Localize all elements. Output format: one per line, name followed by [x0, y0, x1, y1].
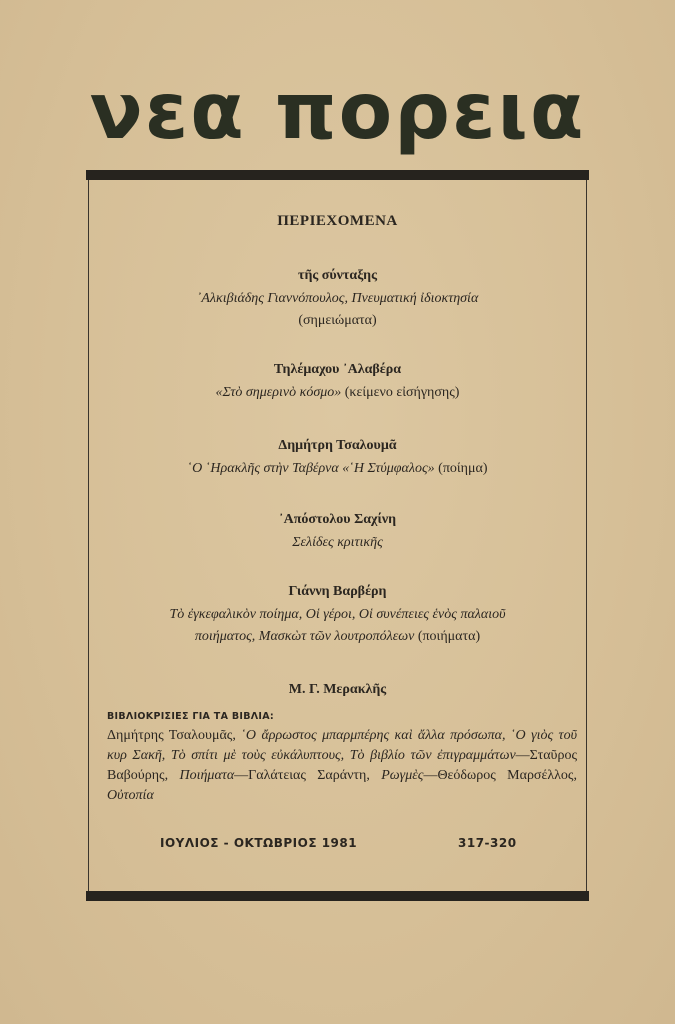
review-part: —Σταῦρος Βαβούρης, [107, 748, 577, 783]
contents-heading: ΠΕΡΙΕΧΟΜΕΝΑ [277, 213, 398, 229]
contents-entry-4 [100, 512, 575, 554]
entry-author: Γιάννη Βαρβέρη [288, 584, 387, 599]
bottom-rule [86, 891, 589, 901]
entry-author: ᾿Απόστολου Σαχίνη [278, 512, 397, 527]
reviews-label: ΒΙΒΛΙΟΚΡΙΣΙΕΣ ΓΙΑ ΤΑ ΒΙΒΛΙΑ: [107, 711, 274, 722]
issue-date: ΙΟΥΛΙΟΣ - ΟΚΤΩΒΡΙΟΣ 1981 [160, 836, 358, 850]
entry-work-line2 [100, 626, 575, 648]
review-part: Ρωγμὲς [381, 768, 424, 783]
reviews-text [107, 726, 577, 806]
entry-author: τῆς σύνταξης [297, 268, 377, 283]
entry-work-line1: ᾿Αλκιβιάδης Γιαννόπουλος, Πνευματική ἰδιοκτησία [196, 291, 479, 306]
entry-author: Τηλέμαχου ᾿Αλαβέρα [273, 362, 402, 377]
entry-author: Δημήτρη Τσαλουμᾶ [278, 438, 397, 453]
entry-work-title: ποιήματος, Μασκὼτ τῶν λουτροπόλεων [194, 629, 415, 644]
entry-work-note: (ποιήματα) [414, 629, 481, 644]
entry-work-line2: (σημειώματα) [298, 313, 377, 328]
top-rule [86, 170, 589, 180]
review-part: Δημήτρης Τσαλουμᾶς, [107, 728, 242, 743]
entry-work-title: ῾Ο ῾Ηρακλῆς στὴν Ταβέρνα «῾Η Στύμφαλος» [187, 461, 435, 476]
entry-work [100, 458, 575, 480]
contents-entry-5 [100, 584, 575, 648]
entry-author: Μ. Γ. Μερακλῆς [288, 682, 387, 697]
entry-work [100, 382, 575, 404]
issue-number: 317-320 [458, 836, 517, 850]
contents-entry-2 [100, 362, 575, 404]
entry-work-note: (ποίημα) [434, 461, 488, 476]
entry-work: Σελίδες κριτικῆς [292, 535, 383, 550]
contents-entry-3 [100, 438, 575, 480]
entry-work-line1: Τὸ ἐγκεφαλικὸν ποίημα, Οἱ γέροι, Οἱ συνέπειες ἑνὸς παλαιοῦ [169, 607, 506, 622]
review-part: Οὐτοπία [107, 788, 154, 803]
contents-entry-6 [100, 682, 575, 702]
review-part: —Γαλάτειας Σαράντη, [234, 768, 382, 783]
review-part: Ποιήματα [179, 768, 235, 783]
review-part: —Θεόδωρος Μαρσέλλος, [423, 768, 577, 783]
contents-entry-1 [100, 268, 575, 332]
entry-work-title: «Στὸ σημερινὸ κόσμο» [215, 385, 342, 400]
journal-title: νεα πορεια [89, 67, 586, 157]
review-part: ῾Ο ἄρρωστος μπαρμπέρης καὶ ἄλλα πρόσωπα, ῾Ο γιὸς τοῦ κυρ Σακῆ, Τὸ σπίτι μὲ τοὺς εὐκάλυπτους, Τὸ βιβλίο τῶν ἐπιγραμμάτων [107, 728, 577, 763]
entry-work-note: (κείμενο εἰσήγησης) [341, 385, 460, 400]
